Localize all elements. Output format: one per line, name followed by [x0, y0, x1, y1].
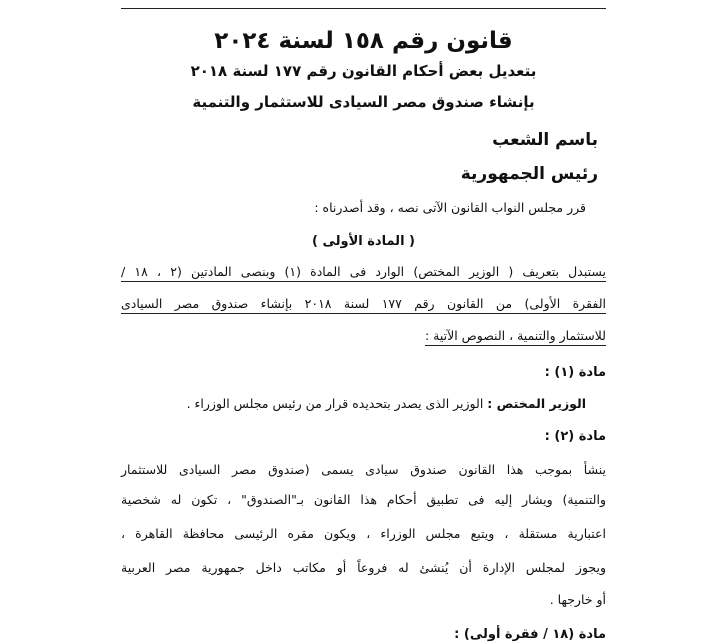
article-2-line: أو خارجها .	[549, 592, 606, 607]
article-1-definition	[187, 398, 586, 411]
first-article-line-text: للاستثمار والتنمية ، النصوص الآتية :	[425, 328, 606, 346]
document-page	[121, 0, 606, 641]
first-article-line-text: الفقرة الأولى) من القانون رقم ١٧٧ لسنة ٢٠١٨ بإنشاء صندوق مصر السيادى	[121, 296, 606, 314]
article-1-term: الوزير المختص :	[487, 396, 586, 411]
first-article-line-text: يستبدل بتعريف ( الوزير المختص) الوارد فى المادة (١) وبنصى المادتين (٢ ، ١٨ /	[121, 264, 606, 282]
article-2-line: ينشأ بموجب هذا القانون صندوق سيادى يسمى (صندوق مصر السيادى للاستثمار	[121, 462, 606, 477]
first-article-line	[121, 298, 606, 311]
article-2-heading: مادة (٢) :	[544, 429, 606, 444]
in-name-of-people: باسم الشعب	[492, 130, 598, 150]
article-1-text: الوزير الذى يصدر بتحديده قرار من رئيس مجلس الوزراء .	[186, 396, 484, 411]
first-article-line	[121, 266, 606, 279]
first-article-line	[425, 330, 606, 343]
president-of-republic: رئيس الجمهورية	[460, 164, 598, 184]
law-subtitle-2: بإنشاء صندوق مصر السيادى للاستثمار والتنمية	[192, 93, 535, 111]
enactment-clause: قرر مجلس النواب القانون الآتى نصه ، وقد أصدرناه :	[314, 200, 586, 215]
article-18-heading: مادة (١٨ / فقرة أولى) :	[454, 627, 606, 642]
first-article-heading: ( المادة الأولى )	[312, 234, 415, 249]
top-rule	[121, 8, 606, 9]
law-title: قانون رقم ١٥٨ لسنة ٢٠٢٤	[214, 28, 513, 54]
article-2-line: اعتبارية مستقلة ، ويتبع مجلس الوزراء ، ويكون مقره الرئيسى محافظة القاهرة ،	[121, 526, 606, 541]
law-subtitle-1: بتعديل بعض أحكام القانون رقم ١٧٧ لسنة ٢٠١٨	[190, 62, 537, 80]
article-2-line: ويجوز لمجلس الإدارة أن يُنشئ له فروعاً أو مكاتب داخل جمهورية مصر العربية	[121, 560, 606, 575]
article-1-heading: مادة (١) :	[544, 365, 606, 380]
article-2-line: والتنمية) ويشار إليه فى تطبيق أحكام هذا القانون بـ"الصندوق" ، تكون له شخصية	[121, 492, 606, 507]
